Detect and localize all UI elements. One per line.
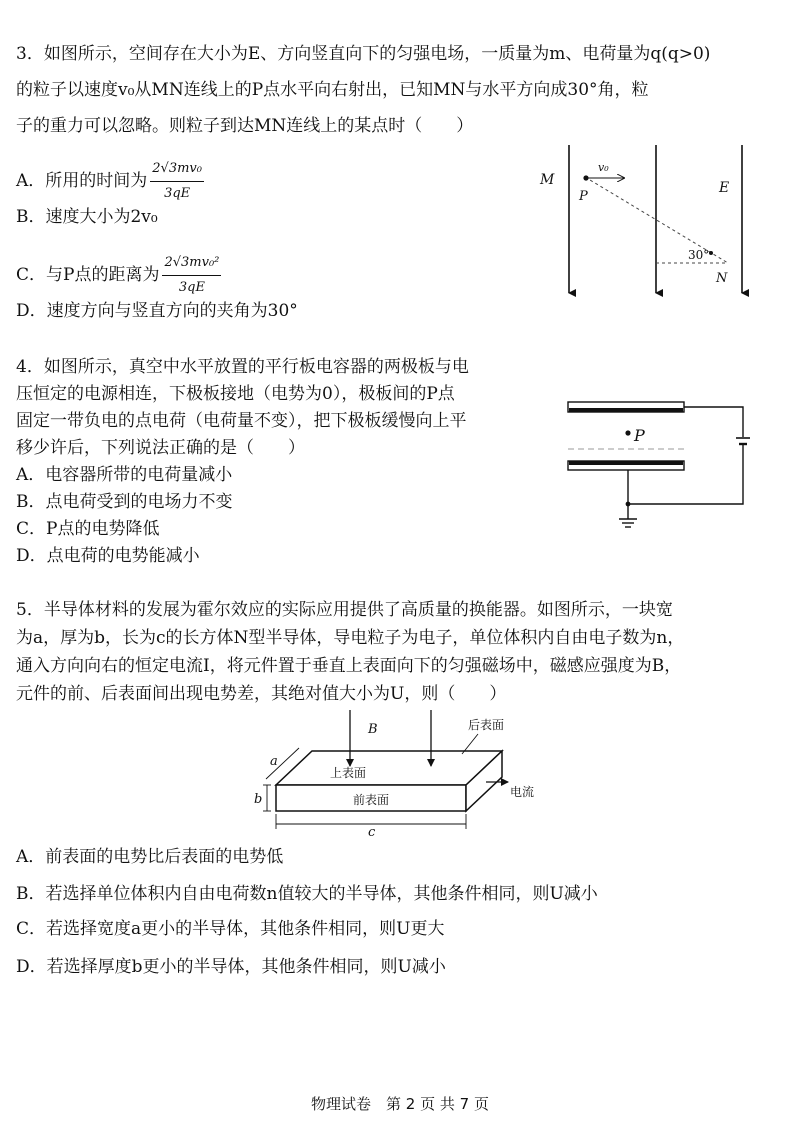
q4-option-c: C．P点的电势降低: [16, 519, 160, 539]
label-e: E: [719, 180, 730, 196]
label-c: c: [368, 825, 376, 840]
label-angle: 30°: [688, 248, 710, 262]
label-front-surface: 前表面: [353, 793, 390, 807]
label-v0: v₀: [598, 161, 609, 174]
q3-option-c-fraction: [162, 252, 221, 299]
q3-option-c-denominator: 3qE: [178, 280, 205, 295]
top-wire: [684, 407, 743, 437]
q4-figure: [560, 378, 760, 538]
q4-stem-line-4: 移少许后，下列说法正确的是（ ）: [16, 438, 305, 458]
page-footer: 物理试卷 第 2 页 共 7 页: [311, 1095, 489, 1113]
label-a: a: [270, 754, 278, 769]
bottom-wire: [628, 445, 743, 504]
lower-plate-fill: [569, 461, 683, 465]
q3-option-c: [16, 252, 221, 299]
q4-stem-line-1: 4．如图所示，真空中水平放置的平行板电容器的两极板与电: [16, 357, 469, 377]
q5-stem-line-3: 通入方向向右的恒定电流I，将元件置于垂直上表面向下的匀强磁场中，磁感应强度为B，: [16, 656, 682, 676]
q3-stem-line-2: 的粒子以速度v₀从MN连线上的P点水平向右射出，已知MN与水平方向成30°角，粒: [16, 80, 649, 100]
q5-option-a: A．前表面的电势比后表面的电势低: [16, 847, 284, 867]
q4-stem-line-3: 固定一带负电的点电荷（电荷量不变），把下极板缓慢向上平: [16, 411, 467, 431]
top-face: [276, 751, 502, 785]
q3-stem-line-1: 3．如图所示，空间存在大小为E、方向竖直向下的匀强电场，一质量为m、电荷量为q(q>0): [16, 44, 711, 64]
label-n: N: [716, 271, 728, 286]
point-p-charge: [625, 430, 630, 435]
q3-option-a: [16, 158, 204, 205]
upper-plate-fill: [569, 408, 683, 412]
q3-stem-line-3: 子的重力可以忽略。则粒子到达MN连线上的某点时（ ）: [16, 116, 474, 136]
label-p: P: [579, 189, 588, 204]
q4-option-b: B．点电荷受到的电场力不变: [16, 492, 233, 512]
q5-stem-line-4: 元件的前、后表面间出现电势差，其绝对值大小为U，则（ ）: [16, 684, 507, 704]
q5-stem-line-2: 为a，厚为b，长为c的长方体N型半导体，导电粒子为电子，单位体积内自由电子数为n，: [16, 628, 685, 648]
q3-option-d: D．速度方向与竖直方向的夹角为30°: [16, 301, 298, 321]
q3-option-b: B．速度大小为2v₀: [16, 207, 158, 227]
label-back-surface: 后表面: [468, 718, 505, 732]
q4-stem-line-2: 压恒定的电源相连，下极板接地（电势为0），极板间的P点: [16, 384, 455, 404]
q3-option-c-numerator: 2√3mv₀²: [162, 252, 221, 276]
q3-option-c-label: C．与P点的距离为: [16, 265, 160, 285]
q5-option-b: B．若选择单位体积内自由电荷数n值较大的半导体，其他条件相同，则U减小: [16, 884, 598, 904]
point-p-dot: [583, 175, 588, 180]
q3-option-a-denominator: 3qE: [164, 186, 191, 201]
label-m: M: [540, 172, 555, 188]
q3-figure: [530, 135, 770, 305]
q4-option-d: D．点电荷的电势能减小: [16, 546, 200, 566]
q4-option-a: A．电容器所带的电荷量减小: [16, 465, 233, 485]
label-b-thickness: b: [254, 792, 263, 807]
junction-dot: [626, 502, 631, 507]
q5-stem-line-1: 5．半导体材料的发展为霍尔效应的实际应用提供了高质量的换能器。如图所示，一块宽: [16, 600, 673, 620]
label-p: P: [634, 426, 645, 445]
q5-figure: [240, 708, 570, 840]
angle-vertex-dot: [709, 251, 713, 255]
label-b-field: B: [368, 722, 378, 737]
label-top-surface: 上表面: [330, 766, 367, 780]
q5-option-d: D．若选择厚度b更小的半导体，其他条件相同，则U减小: [16, 957, 446, 977]
q5-option-c: C．若选择宽度a更小的半导体，其他条件相同，则U更大: [16, 919, 445, 939]
q3-option-a-fraction: [150, 158, 204, 205]
q3-option-a-numerator: 2√3mv₀: [150, 158, 204, 182]
label-current: 电流: [510, 785, 535, 799]
q3-option-a-label: A．所用的时间为: [16, 171, 148, 191]
